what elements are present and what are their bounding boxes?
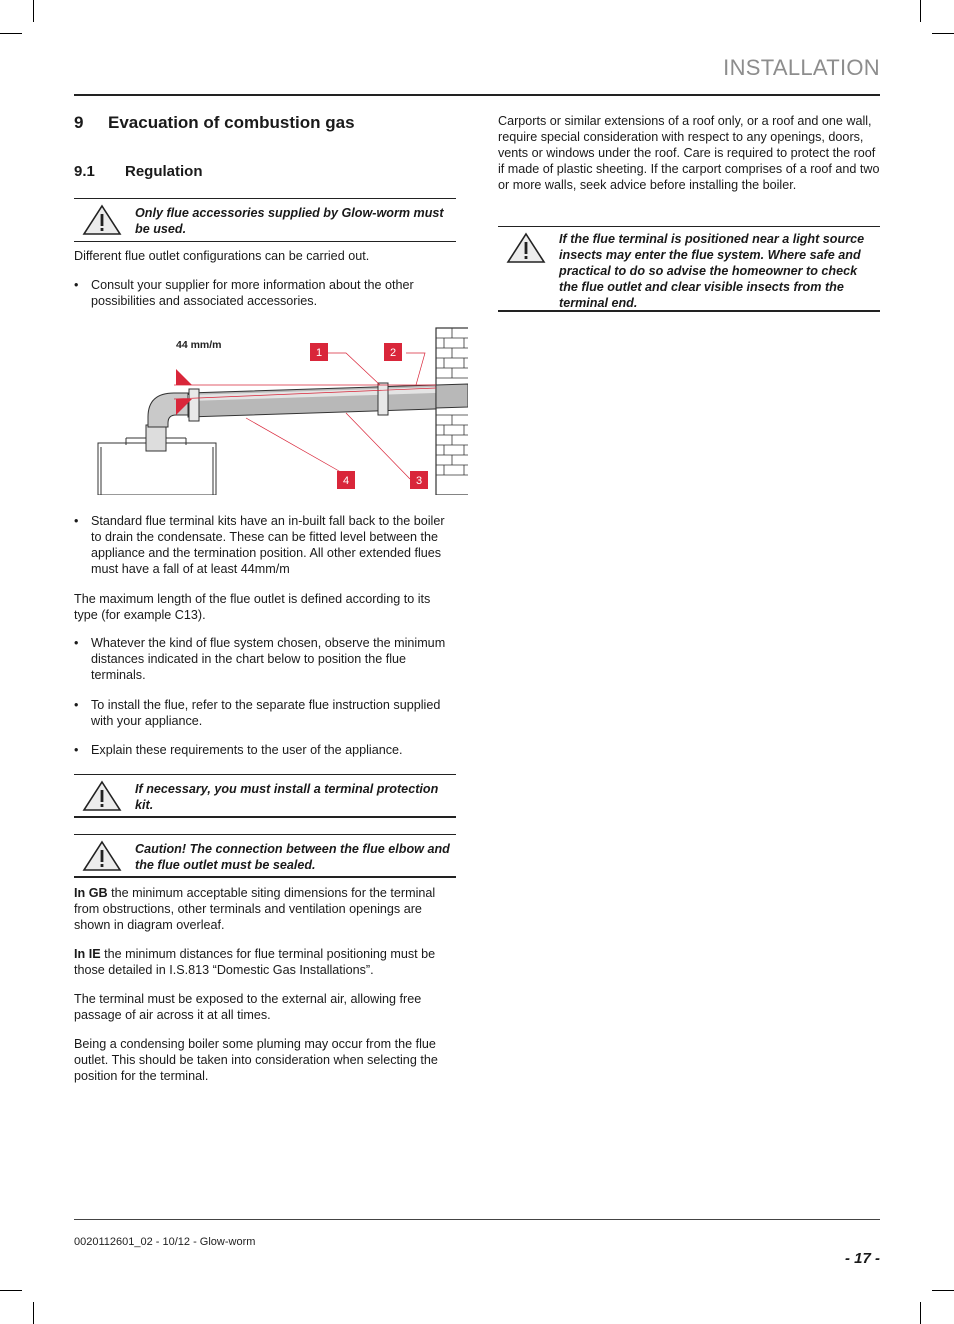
bullet-dot: • xyxy=(74,698,79,712)
bullet-whatever-text: Whatever the kind of flue system chosen, observe the minimum distances indicated in the chart below to position the flue terminals. xyxy=(91,636,446,683)
bullet-install xyxy=(74,697,456,729)
gb-paragraph xyxy=(74,885,456,933)
warning-triangle-icon xyxy=(506,232,546,264)
exposed-text: The terminal must be exposed to the external air, allowing free passage of air across it at all times. xyxy=(74,992,422,1023)
bullet-install-text: To install the flue, refer to the separate flue instruction supplied with your appliance. xyxy=(91,698,441,729)
bullet-dot: • xyxy=(74,278,79,292)
warning-sealed xyxy=(74,834,456,878)
footer-rule xyxy=(74,1219,880,1220)
gb-lead: In GB xyxy=(74,886,108,900)
warning-insects xyxy=(498,226,880,312)
ie-lead: In IE xyxy=(74,947,101,961)
bullet-supplier xyxy=(74,277,456,309)
warning-triangle-icon xyxy=(82,780,122,812)
subsection-heading xyxy=(74,163,203,180)
subsection-number: 9.1 xyxy=(74,163,95,180)
bullet-dot: • xyxy=(74,743,79,757)
warning-triangle-icon xyxy=(82,840,122,872)
configurations-text: Different flue outlet configurations can be carried out. xyxy=(74,249,370,263)
bullet-dot: • xyxy=(74,514,79,528)
flue-fall-diagram xyxy=(96,325,468,495)
fall-label: 44 mm/m xyxy=(176,339,222,351)
warning-triangle-icon xyxy=(82,204,122,236)
bullet-standard xyxy=(74,513,456,577)
warning-accessories xyxy=(74,198,456,242)
carports-text: Carports or similar extensions of a roof only, or a roof and one wall, require special consideration with respect to any openings, doors, vents or windows under the roof. Care is required to protect the roof if made of plastic sheeting. If the carport comprises of a roof and two or more walls, seek advice before installing the boiler. xyxy=(498,114,880,193)
warning-terminal-kit-text: If necessary, you must install a terminal protection kit. xyxy=(135,782,439,813)
pluming-text: Being a condensing boiler some pluming may occur from the flue outlet. This should be taken into consideration when selecting the position for the terminal. xyxy=(74,1037,438,1084)
warning-sealed-text: Caution! The connection between the flue elbow and the flue outlet must be sealed. xyxy=(135,842,450,873)
ie-paragraph xyxy=(74,946,456,978)
warning-terminal-kit xyxy=(74,774,456,818)
page-number: - 17 - xyxy=(844,1250,880,1267)
section-title: Evacuation of combustion gas xyxy=(108,113,355,132)
callout-4-label: 4 xyxy=(342,475,350,487)
section-number: 9 xyxy=(74,113,84,132)
max-length-text: The maximum length of the flue outlet is defined according to its type (for example C13). xyxy=(74,592,431,623)
callout-1-label: 1 xyxy=(315,347,323,359)
header-rule xyxy=(74,94,880,96)
footer-doc-ref: 0020112601_02 - 10/12 - Glow-worm xyxy=(74,1236,256,1248)
callout-2-label: 2 xyxy=(389,347,397,359)
callout-3-label: 3 xyxy=(415,475,423,487)
bullet-explain xyxy=(74,742,456,758)
warning-accessories-text: Only flue accessories supplied by Glow-worm must be used. xyxy=(135,206,444,237)
header-title: INSTALLATION xyxy=(723,55,880,80)
bullet-whatever xyxy=(74,635,456,683)
ie-text: the minimum distances for flue terminal positioning must be those detailed in I.S.813 “Domestic Gas Installations”. xyxy=(74,947,436,978)
section-heading xyxy=(74,113,355,133)
gb-text: the minimum acceptable siting dimensions for the terminal from obstructions, other terminals and ventilation openings are shown in diagram overleaf. xyxy=(74,886,436,933)
bullet-standard-text: Standard flue terminal kits have an in-built fall back to the boiler to drain the condensate. These can be fitted level between the appliance and the termination position. All other extended flues must have a fall of at least 44mm/m xyxy=(91,514,445,577)
bullet-supplier-text: Consult your supplier for more information about the other possibilities and associated accessories. xyxy=(91,278,414,309)
bullet-dot: • xyxy=(74,636,79,650)
warning-insects-text: If the flue terminal is positioned near a light source insects may enter the flue system. Where safe and practical to do so advise the homeowner to check the flue outlet and clear visible insects from the terminal end. xyxy=(559,232,865,311)
subsection-title: Regulation xyxy=(125,163,203,180)
bullet-explain-text: Explain these requirements to the user of the appliance. xyxy=(91,743,403,757)
